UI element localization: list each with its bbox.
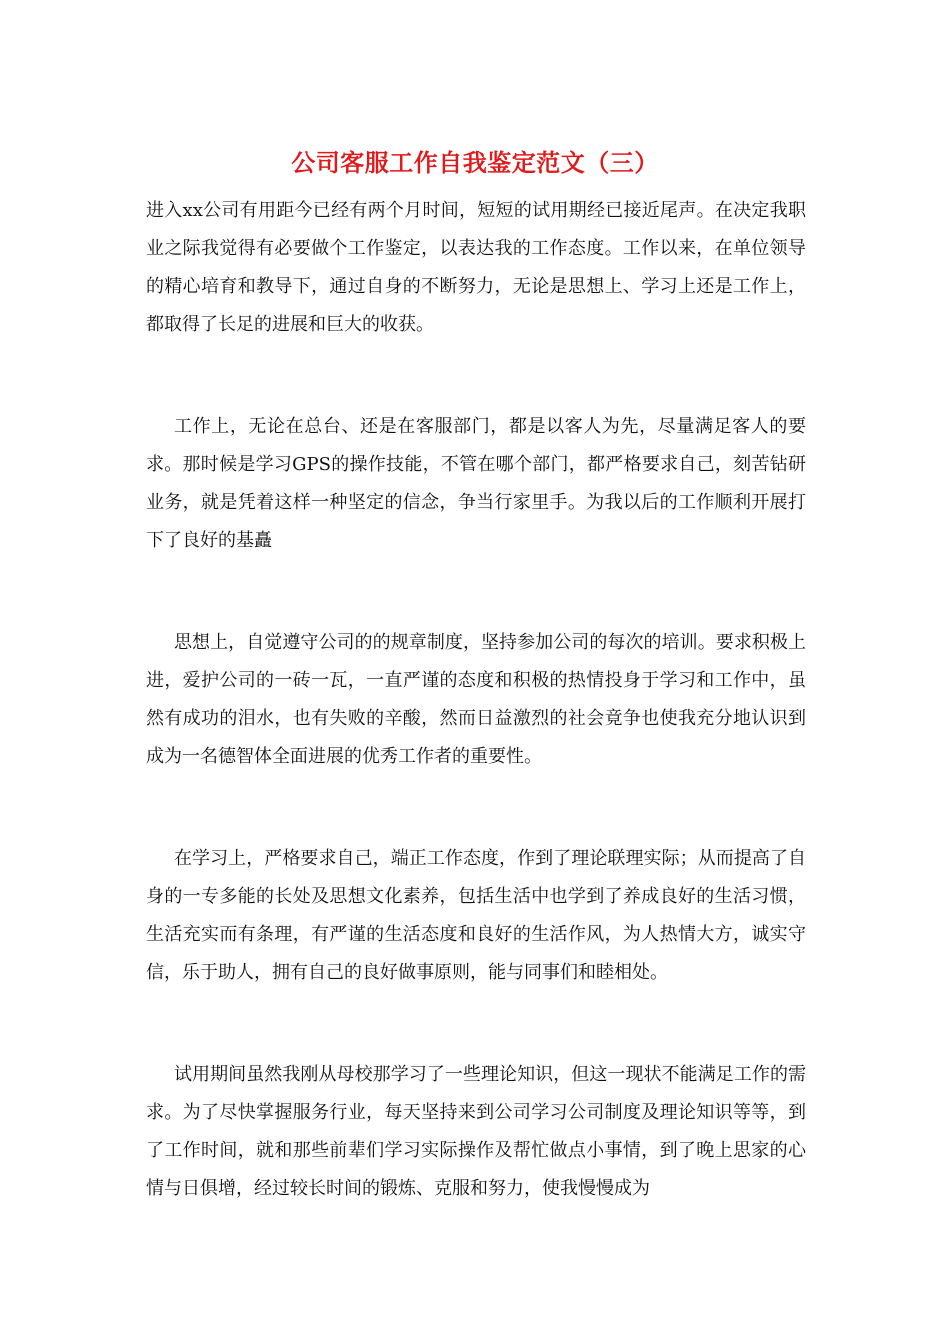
paragraph-work: 工作上，无论在总台、还是在客服部门，都是以客人为先，尽量满足客人的要求。那时候是学习GPS的操作技能，不管在哪个部门，都严格要求自己，刻苦钻研业务，就是凭着这样一种坚定的信念，争当行家里手。为我以后的工作顺利开展打下了良好的基矗 (146, 416, 806, 551)
paragraph-study: 在学习上，严格要求自己，端正工作态度，作到了理论联理实际；从而提高了自身的一专多能的长处及思想文化素养，包括生活中也学到了养成良好的生活习惯，生活充实而有条理，有严谨的生活态度和良好的生活作风，为人热情大方，诚实守信，乐于助人，拥有自己的良好做事原则，能与同事们和睦相处。 (146, 848, 806, 983)
paragraph-intro: 进入xx公司有用距今已经有两个月时间，短短的试用期经已接近尾声。在决定我职业之际我觉得有必要做个工作鉴定，以表达我的工作态度。工作以来，在单位领导的精心培育和教导下，通过自身的不断努力，无论是思想上、学习上还是工作上，都取得了长足的进展和巨大的收获。 (146, 200, 806, 335)
paragraph-probation: 试用期间虽然我刚从母校那学习了一些理论知识，但这一现状不能满足工作的需求。为了尽快掌握服务行业，每天坚持来到公司学习公司制度及理论知识等等，到了工作时间，就和那些前辈们学习实际操作及帮忙做点小事情，到了晚上思家的心情与日俱增，经过较长时间的锻炼、克服和努力，使我慢慢成为 (146, 1064, 806, 1199)
document-title: 公司客服工作自我鉴定范文（三） (291, 148, 659, 177)
paragraph-thought: 思想上，自觉遵守公司的的规章制度，坚持参加公司的每次的培训。要求积极上进，爱护公司的一砖一瓦，一直严谨的态度和积极的热情投身于学习和工作中，虽然有成功的泪水，也有失败的辛酸，然而日益激烈的社会竟争也使我充分地认识到成为一名德智体全面进展的优秀工作者的重要性。 (146, 632, 806, 767)
